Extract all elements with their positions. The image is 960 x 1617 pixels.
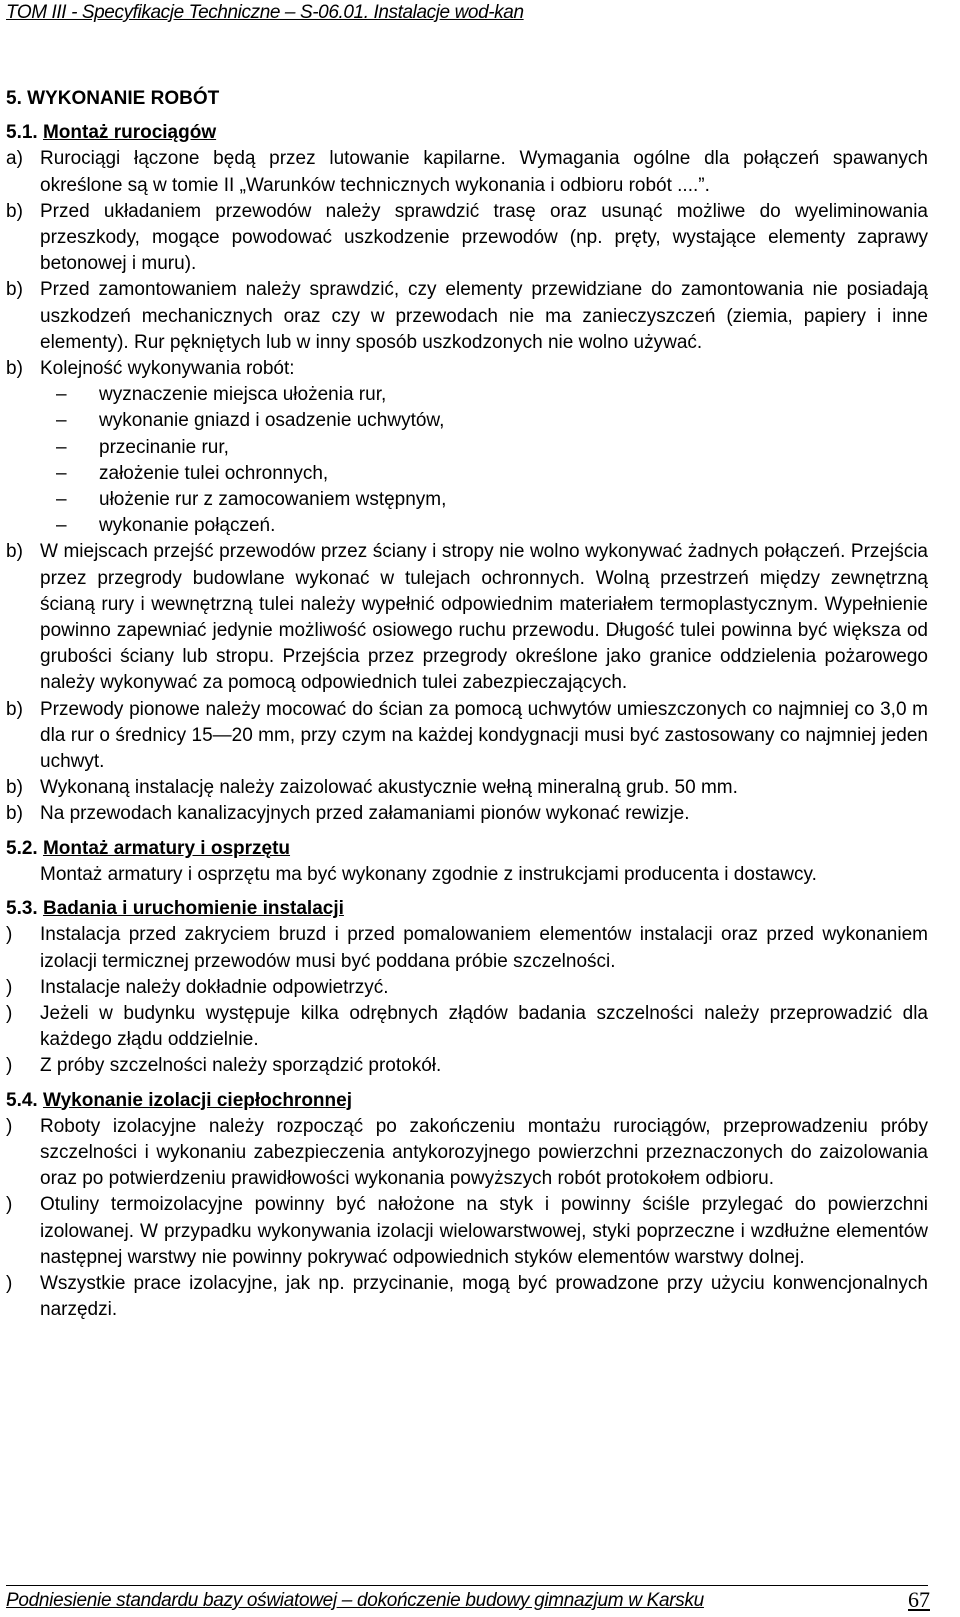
list-item: ) Wszystkie prace izolacyjne, jak np. przycinanie, mogą być prowadzone przy użyciu konwencjonalnych narzędzi. <box>6 1272 928 1321</box>
list-item: ) Otuliny termoizolacyjne powinny być nałożone na styk i powinny ściśle przylegać do powierzchni izolowanej. W przypadku wykonywania izolacji wielowarstwowej, styki poprzeczne i wzdłużne elementów następnej warstwy nie powinny pokrywać odpowiednich styków elementów warstwy dolnej. <box>6 1194 928 1268</box>
section-5-2-text: Montaż armatury i osprzętu ma być wykonany zgodnie z instrukcjami producenta i dostawcy. <box>40 863 817 885</box>
footer-text: Podniesienie standardu bazy oświatowej – dokończenie budowy gimnazjum w Karsku <box>6 1590 704 1611</box>
section-5-3-title: Badania i uruchomienie instalacji <box>42 898 344 920</box>
page-header: TOM III - Specyfikacje Techniczne – S-06.01. Instalacje wod-kan <box>6 2 524 23</box>
document-body <box>6 86 928 1323</box>
list-item: ) Jeżeli w budynku występuje kilka odrębnych złądów badania szczelności należy przeprowadzić dla każdego złądu oddzielnie. <box>6 1002 928 1051</box>
footer-divider <box>6 1585 928 1586</box>
list-item: b) Na przewodach kanalizacyjnych przed załamaniami pionów wykonać rewizje. <box>6 803 690 825</box>
steps-list <box>6 382 928 539</box>
section-5-4-heading <box>6 1088 928 1114</box>
list-item: b) Kolejność wykonywania robót: <box>6 358 295 380</box>
list-item: ) Instalacje należy dokładnie odpowietrzyć. <box>6 976 389 998</box>
step-item: – wykonanie gniazd i osadzenie uchwytów, <box>56 410 445 432</box>
list-item: b) Przed zamontowaniem należy sprawdzić, czy elementy przewidziane do zamontowania nie posiadają uszkodzeń mechanicznych oraz czy w przewodach nie ma zanieczyszczeń (ziemia, papiery i inne elementy). Rur pękniętych lub w inny sposób uszkodzonych nie wolno używać. <box>6 279 928 353</box>
step-item: – wyznaczenie miejsca ułożenia rur, <box>56 384 387 406</box>
list-item: ) Roboty izolacyjne należy rozpocząć po zakończeniu montażu rurociągów, przeprowadzeniu próby szczelności i wykonaniu zabezpieczenia antykorozyjnego powierzchni przeznaczonych do zaizolowania oraz po potwierdzeniu prawidłowości wykonania powyższych robót protokołem odbioru. <box>6 1115 928 1190</box>
section-5-1-number: 5.1. <box>6 122 43 144</box>
section-5-2-title: Montaż armatury i osprzętu <box>42 837 291 859</box>
list-item: ) Z próby szczelności należy sporządzić protokół. <box>6 1055 442 1077</box>
section-5-title: 5. WYKONANIE ROBÓT <box>6 88 220 109</box>
step-item: – założenie tulei ochronnych, <box>56 462 329 484</box>
list-item: b) Przewody pionowe należy mocować do ścian za pomocą uchwytów umieszczonych co najmniej co 3,0 m dla rur o średnicy 15—20 mm, przy czym na każdej kondygnacji musi być zastosowany co najmniej jeden uchwyt. <box>6 698 928 773</box>
section-5-1-heading <box>6 120 928 146</box>
step-item: – wykonanie połączeń. <box>56 515 276 537</box>
list-item: b) W miejscach przejść przewodów przez ściany i stropy nie wolno wykonywać żadnych połączeń. Przejścia przez przegrody budowlane wykonać w tulejach ochronnych. Wolną przestrzeń między zewnętrzną ścianą rury i wewnętrzną tulei należy wypełnić odpowiednim materiałem termoplastycznym. Wypełnienie powinno zapewniać jedynie możliwość osiowego ruchu przewodu. Długość tulei powinna być większa od grubości ściany lub stropu. Przejścia przez przegrody określone jako granice oddzielenia pożarowego należy wykonywać za pomocą odpowiednich tulei zabezpieczających. <box>6 541 928 694</box>
section-5-4-title: Wykonanie izolacji ciepłochronnej <box>42 1089 352 1111</box>
list-item: ) Instalacja przed zakryciem bruzd i przed pomalowaniem elementów instalacji oraz przed wykonaniem izolacji termicznej przewodów musi być poddana próbie szczelności. <box>6 924 928 972</box>
section-5-2-heading <box>6 836 928 862</box>
section-5-1-title: Montaż rurociągów <box>42 122 217 144</box>
section-5-3-heading <box>6 896 928 922</box>
page-number: 67 <box>908 1587 930 1612</box>
list-item: a) Rurociągi łączone będą przez lutowanie kapilarne. Wymagania ogólne dla połączeń spawanych określone są w tomie II „Warunków technicznych wykonania i odbioru robót ....”. <box>6 148 928 196</box>
section-5-2-number: 5.2. <box>6 837 43 859</box>
list-item: b) Przed układaniem przewodów należy sprawdzić trasę oraz usunąć możliwe do wyeliminowania przeszkody, mogące powodować uszkodzenie przewodów (np. pręty, wystające elementy zaprawy betonowej i muru). <box>6 200 928 275</box>
list-item: b) Wykonaną instalację należy zaizolować akustycznie wełną mineralną grub. 50 mm. <box>6 777 738 799</box>
step-item: – ułożenie rur z zamocowaniem wstępnym, <box>56 489 447 511</box>
section-5-4-number: 5.4. <box>6 1089 43 1111</box>
step-item: – przecinanie rur, <box>56 436 229 458</box>
section-5-3-number: 5.3. <box>6 898 43 920</box>
